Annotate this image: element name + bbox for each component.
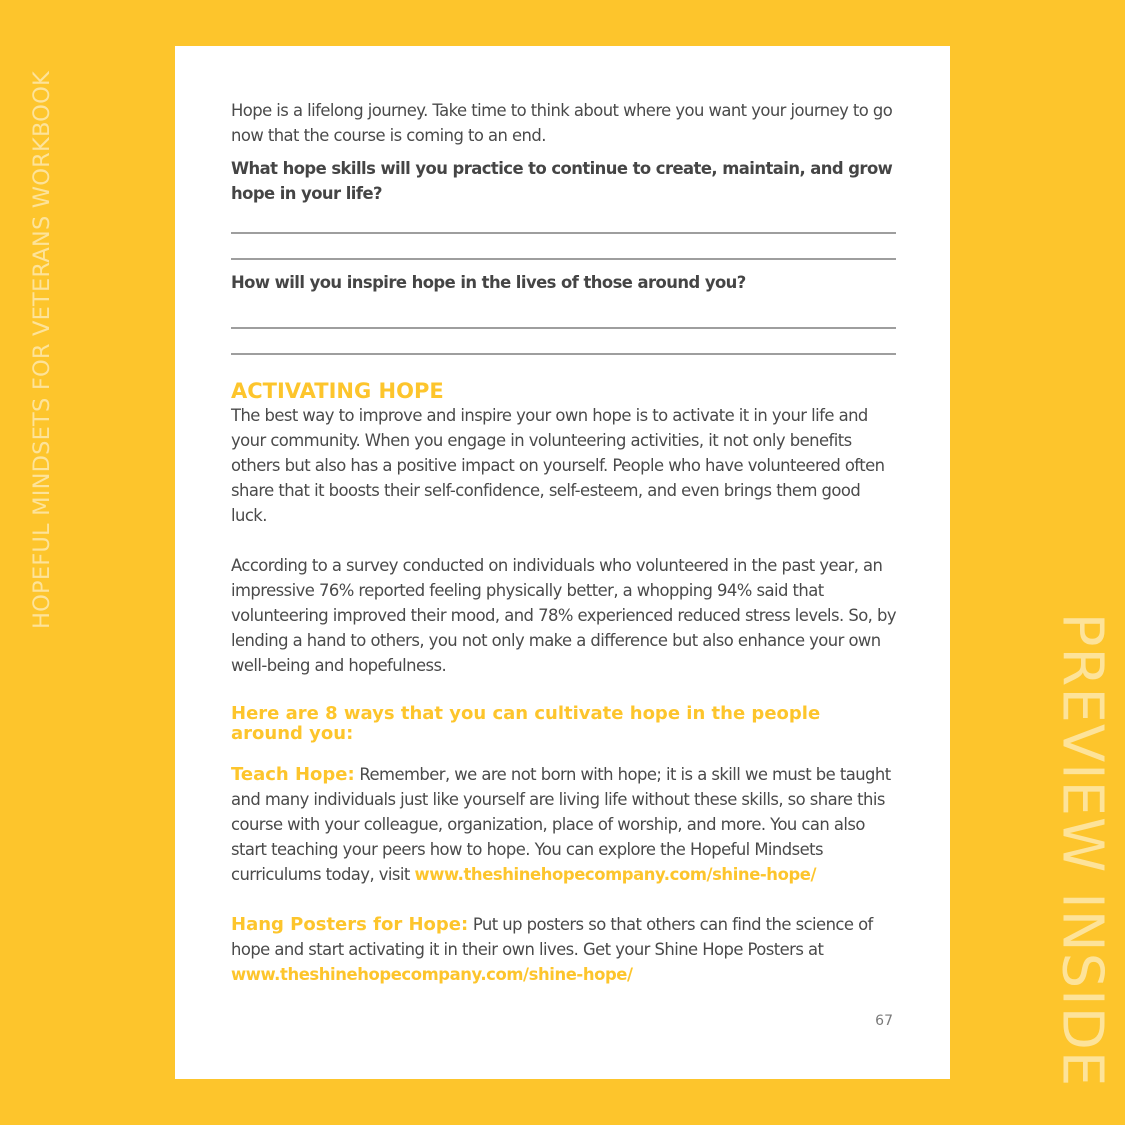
- paragraph-1: The best way to improve and inspire your own hope is to activate it in your life and your community. When you engage in volunteering activities, it not only benefits others but also has a positive impact on yourself. People who have volunteered often share that it boosts their self-confidence, self-esteem, and even brings them good luck.: [231, 406, 885, 525]
- way-link[interactable]: www.theshinehopecompany.com/shine-hope/: [414, 865, 817, 884]
- section-heading: ACTIVATING HOPE: [231, 379, 444, 403]
- workbook-side-title: HOPEFUL MINDSETS FOR VETERANS WORKBOOK: [29, 71, 55, 629]
- way-text: Put up posters so that others can find the science of hope and start activating it in their own lives. Get your Shine Hope Posters at: [231, 915, 873, 959]
- workbook-page: [175, 46, 950, 1079]
- way-item: [231, 762, 896, 887]
- page-number: 67: [875, 1013, 893, 1029]
- way-title: Hang Posters for Hope:: [231, 914, 469, 935]
- answer-line-1b[interactable]: [231, 258, 896, 260]
- way-link[interactable]: www.theshinehopecompany.com/shine-hope/: [231, 965, 633, 984]
- preview-watermark: PREVIEW INSIDE: [1049, 612, 1115, 1088]
- paragraph-2: According to a survey conducted on individuals who volunteered in the past year, an impressive 76% reported feeling physically better, a whopping 94% said that volunteering improved their mood, and 78% experienced reduced stress levels. So, by lending a hand to others, you not only make a difference but also enhance your own well-being and hopefulness.: [231, 556, 896, 675]
- way-text: Remember, we are not born with hope; it is a skill we must be taught and many individuals just like yourself are living life without these skills, so share this course with your colleague, organization, place of worship, and more. You can also start teaching your peers how to hope. You can explore the Hopeful Mindsets curriculums today, visit: [231, 765, 891, 884]
- answer-line-2b[interactable]: [231, 353, 896, 355]
- way-item: [231, 912, 896, 987]
- ways-heading: Here are 8 ways that you can cultivate hope in the people around you:: [231, 703, 821, 744]
- answer-line-2a[interactable]: [231, 327, 896, 329]
- intro-paragraph: Hope is a lifelong journey. Take time to think about where you want your journey to go now that the course is coming to an end.: [231, 101, 893, 145]
- answer-line-1a[interactable]: [231, 232, 896, 234]
- page-content: [231, 98, 896, 987]
- way-title: Teach Hope:: [231, 764, 355, 785]
- question-2: How will you inspire hope in the lives of those around you?: [231, 273, 746, 292]
- question-1: What hope skills will you practice to continue to create, maintain, and grow hope in your life?: [231, 159, 893, 203]
